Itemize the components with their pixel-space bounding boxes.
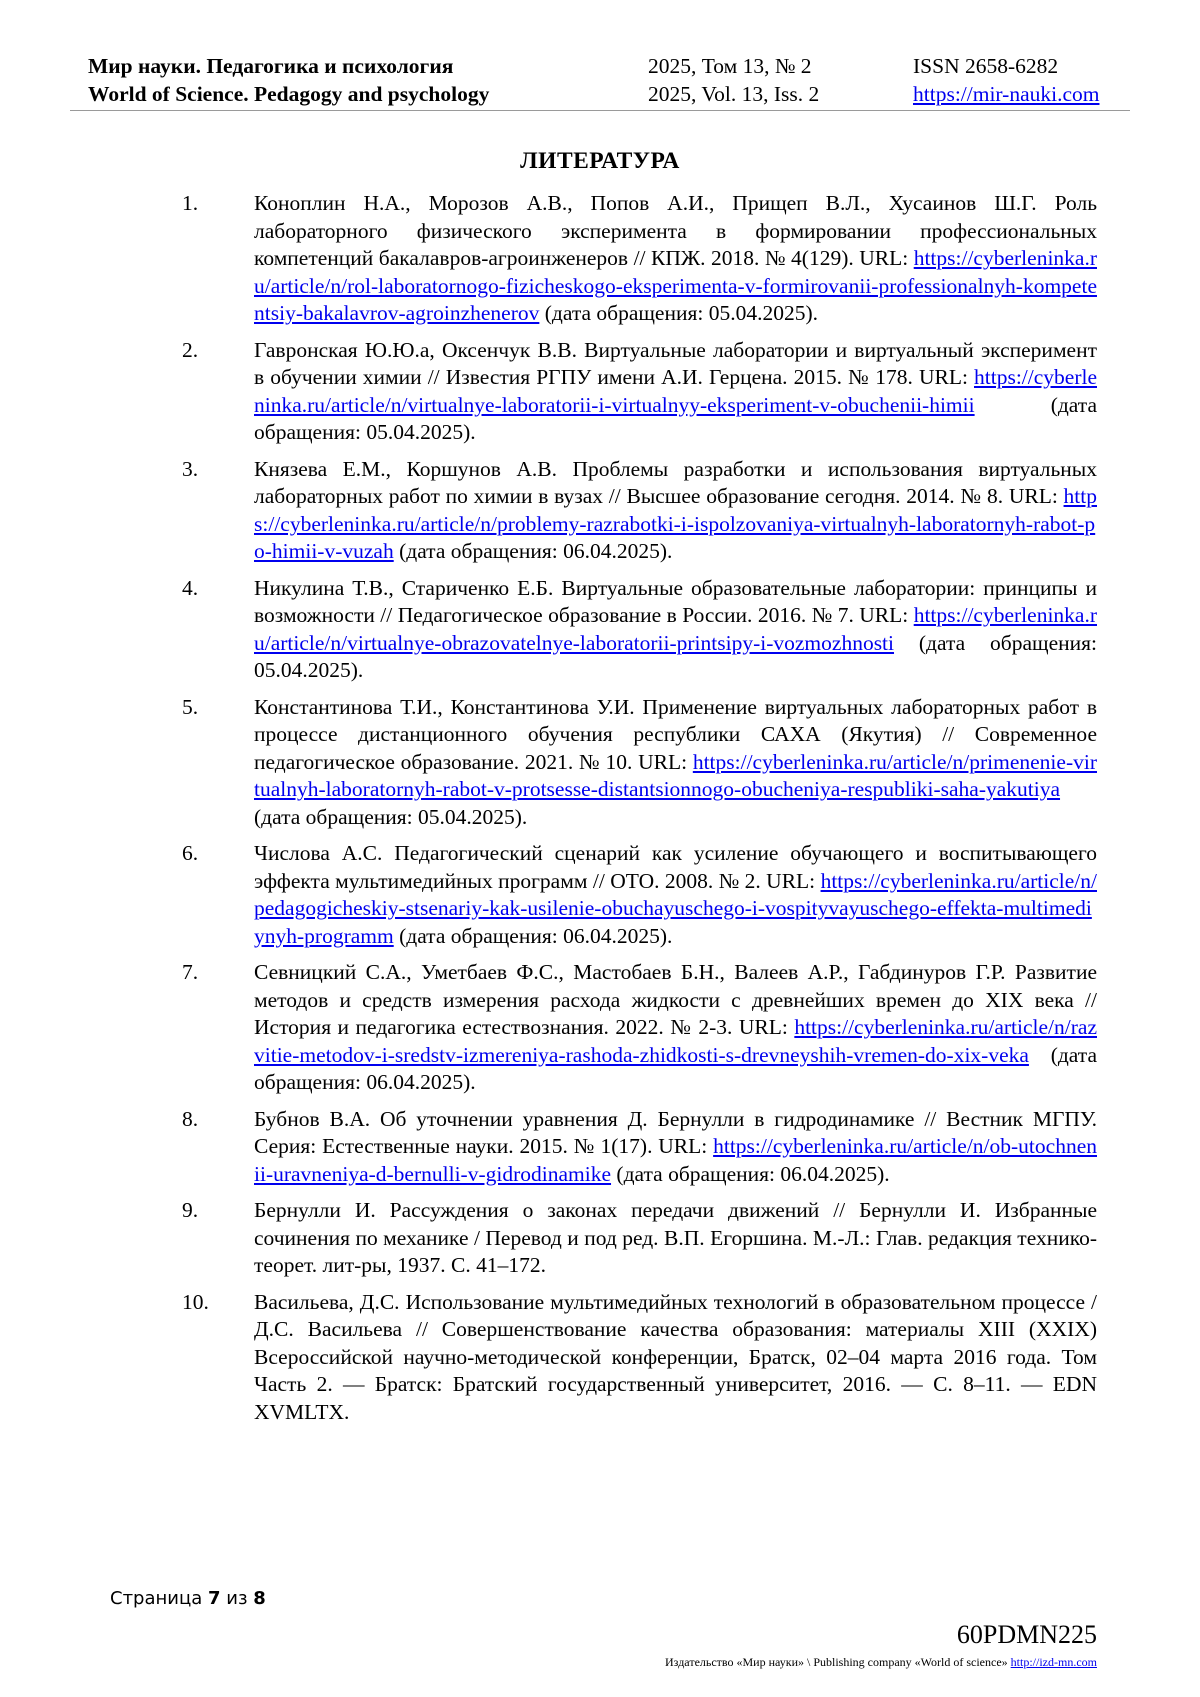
page-total: 8 [253, 1588, 266, 1609]
page-current: 7 [208, 1588, 221, 1609]
page-title: ЛИТЕРАТУРА [520, 148, 680, 174]
reference-item [182, 190, 1097, 328]
reference-item [182, 575, 1097, 685]
article-code: 60PDMN225 [956, 1620, 1097, 1649]
reference-url-link[interactable]: https://cyberleninka.ru/article/n/ob-utochnenii-uravneniya-d-bernulli-v-gidrodinamike [254, 1134, 1097, 1186]
header-row-en [88, 80, 1122, 108]
publisher-text: Издательство «Мир науки» \ Publishing company «World of science» [665, 1655, 1008, 1669]
reference-number: 9. [182, 1198, 199, 1222]
reference-access-date: (дата обращения: 06.04.2025). [611, 1161, 890, 1186]
reference-url-link[interactable]: https://cyberleninka.ru/article/n/problemy-razrabotki-i-ispolzovaniya-virtualnyh-laboratornyh-rabot-po-himii-v-vuzah [254, 484, 1097, 563]
reference-number: 4. [182, 575, 199, 600]
reference-number: 10. [182, 1289, 209, 1314]
reference-number: 6. [182, 841, 199, 865]
reference-access-date: (дата обращения: 05.04.2025). [254, 392, 1097, 444]
reference-text [254, 1197, 1097, 1280]
reference-access-date: (дата обращения: 06.04.2025). [393, 923, 673, 948]
issue-ru: 2025, Том 13, № 2 [648, 54, 812, 78]
reference-citation: Севницкий С.А., Уметбаев Ф.С., Мастобаев Б.Н., Валеев А.Р., Габдинуров Г.Р. Развитие методов и средств измерения расхода жидкости с древнейших времен до XIX века // История и педагогика естествознания. 2022. № 2-3. URL: [254, 960, 1097, 1039]
reference-item [182, 959, 1097, 1097]
reference-text [254, 1106, 1097, 1189]
header-divider [70, 110, 1130, 111]
reference-citation: Коноплин Н.А., Морозов А.В., Попов А.И., Прищеп В.Л., Хусаинов Ш.Г. Роль лабораторного физического эксперимента в формировании профессиональных компетенций бакалавров-агроинженеров // КПЖ. 2018. № 4(129). URL: [254, 191, 1097, 270]
reference-citation: Князева Е.М., Коршунов А.В. Проблемы разработки и использования виртуальных лабораторных работ по химии в вузах // Высшее образование сегодня. 2014. № 8. URL: [254, 456, 1097, 508]
page-header [88, 52, 1122, 108]
reference-text [254, 959, 1097, 1097]
reference-citation: Васильева, Д.С. Использование мультимедийных технологий в образовательном процессе / Д.С. Васильева // Совершенствование качества образования: материалы XIII (XXIX) Всероссийской научно-методической конференции, Братск, 02–04 марта 2016 года. Том Часть 2. — Братск: Братский государственный университет, 2016. — С. 8–11. — EDN XVMLTX. [254, 1289, 1097, 1424]
reference-url-link[interactable]: https://cyberleninka.ru/article/n/primenenie-virtualnyh-laboratornyh-rabot-v-protsesse-distantsionnogo-obucheniya-respubliki-saha-yakutiya [254, 749, 1097, 801]
reference-url-link[interactable]: https://cyberleninka.ru/article/n/rol-laboratornogo-fizicheskogo-eksperimenta-v-formirovanii-professionalnyh-kompetentsiy-bakalavrov-agroinzhenerov [254, 246, 1097, 325]
reference-text [254, 190, 1097, 328]
reference-number: 3. [182, 456, 199, 481]
reference-item [182, 840, 1097, 950]
reference-text [254, 337, 1097, 447]
reference-item [182, 694, 1097, 832]
reference-url-link[interactable]: https://cyberleninka.ru/article/n/razvitie-metodov-i-sredstv-izmereniya-rashoda-zhidkosti-s-drevneyshih-vremen-do-xix-veka [254, 1015, 1097, 1067]
reference-access-date: (дата обращения: 06.04.2025). [254, 1042, 1097, 1094]
reference-access-date: (дата обращения: 05.04.2025). [539, 301, 819, 325]
reference-text [254, 456, 1097, 566]
journal-title-en: World of Science. Pedagogy and psychology [88, 82, 490, 106]
reference-text [254, 1289, 1097, 1427]
page-of: из [226, 1588, 248, 1609]
reference-text [254, 694, 1097, 832]
reference-list [182, 190, 1097, 1435]
journal-title-ru: Мир науки. Педагогика и психология [88, 54, 454, 78]
page-number [110, 1588, 266, 1609]
reference-text [254, 840, 1097, 950]
reference-number: 5. [182, 694, 199, 719]
publisher-line [665, 1655, 1097, 1670]
reference-number: 2. [182, 337, 199, 362]
header-row-ru [88, 52, 1122, 80]
reference-citation: Константинова Т.И., Константинова У.И. Применение виртуальных лабораторных работ в процессе дистанционного обучения республики САХА (Якутия) // Современное педагогическое образование. 2021. № 10. URL: [254, 694, 1097, 774]
reference-citation: Никулина Т.В., Стариченко Е.Б. Виртуальные образовательные лаборатории: принципы и возможности // Педагогическое образование в России. 2016. № 7. URL: [254, 575, 1097, 627]
reference-number: 7. [182, 960, 199, 984]
reference-text [254, 575, 1097, 685]
reference-access-date: (дата обращения: 06.04.2025). [393, 539, 673, 563]
reference-item [182, 1289, 1097, 1427]
reference-url-link[interactable]: https://cyberleninka.ru/article/n/pedagogicheskiy-stsenariy-kak-usilenie-obuchayuschego-i-vospityvayuschego-effekta-multimediynyh-programm [254, 868, 1097, 948]
reference-item [182, 456, 1097, 566]
reference-number: 1. [182, 191, 199, 215]
reference-number: 8. [182, 1106, 199, 1131]
reference-access-date: (дата обращения: 05.04.2025). [254, 630, 1097, 682]
reference-item [182, 1106, 1097, 1189]
reference-citation: Гавронская Ю.Ю.а, Оксенчук В.В. Виртуальные лаборатории и виртуальный эксперимент в обучении химии // Известия РГПУ имени А.И. Герцена. 2015. № 178. URL: [254, 337, 1097, 389]
issn: ISSN 2658-6282 [913, 54, 1059, 78]
reference-url-link[interactable]: https://cyberleninka.ru/article/n/virtualnye-obrazovatelnye-laboratorii-printsipy-i-vozmozhnosti [254, 603, 1097, 655]
reference-item [182, 337, 1097, 447]
reference-url-link[interactable]: https://cyberleninka.ru/article/n/virtualnye-laboratorii-i-virtualnyy-eksperiment-v-obuchenii-himii [254, 365, 1097, 417]
reference-access-date: (дата обращения: 05.04.2025). [254, 804, 528, 829]
page-label: Страница [110, 1588, 203, 1609]
reference-citation: Числова А.С. Педагогический сценарий как усиление обучающего и воспитывающего эффекта мультимедийных программ // ОТО. 2008. № 2. URL: [254, 841, 1097, 893]
reference-item [182, 1197, 1097, 1280]
reference-citation: Бубнов В.А. Об уточнении уравнения Д. Бернулли в гидродинамике // Вестник МГПУ. Серия: Естественные науки. 2015. № 1(17). URL: [254, 1106, 1097, 1158]
journal-site-link[interactable]: https://mir-nauki.com [913, 82, 1100, 106]
issue-en: 2025, Vol. 13, Iss. 2 [648, 82, 820, 106]
publisher-link[interactable]: http://izd-mn.com [1010, 1655, 1097, 1669]
reference-citation: Бернулли И. Рассуждения о законах передачи движений // Бернулли И. Избранные сочинения по механике / Перевод и под ред. В.П. Егоршина. М.-Л.: Глав. редакция технико-теорет. лит-ры, 1937. С. 41–172. [254, 1198, 1097, 1277]
